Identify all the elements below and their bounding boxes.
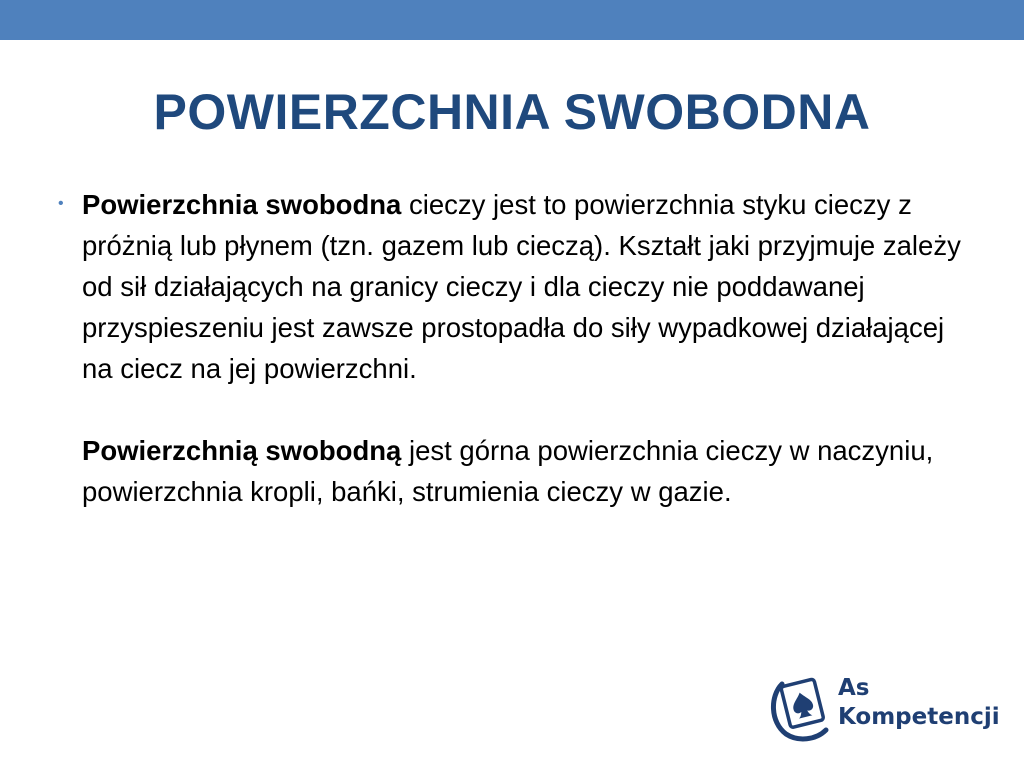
as-kompetencji-logo bbox=[768, 670, 998, 746]
slide-title: POWIERZCHNIA SWOBODNA bbox=[153, 84, 871, 140]
bullet-icon: • bbox=[58, 195, 64, 212]
logo-wordmark bbox=[838, 674, 1000, 732]
paragraph-examples bbox=[82, 430, 978, 512]
term-bold: Powierzchnia swobodna bbox=[82, 189, 402, 220]
definition-text: cieczy jest to powierzchnia styku cieczy z próżnią lub płynem (tzn. gazem lub cieczą). Kształt jaki przyjmuje zależy od sił działających na granicy cieczy i dla cieczy nie poddawanej przyspieszeniu jest zawsze prostopadła do siły wypadkowej działającej na ciecz na jej powierzchni. bbox=[82, 189, 961, 384]
paragraph-gap bbox=[82, 389, 978, 430]
logo-line-2: Kompetencji bbox=[838, 704, 1000, 730]
top-accent-bar bbox=[0, 0, 1024, 40]
examples-text: jest górna powierzchnia cieczy w naczyniu, powierzchnia kropli, bańki, strumienia cieczy w gazie. bbox=[82, 435, 934, 507]
paragraph-definition bbox=[82, 184, 978, 389]
spade-card-icon bbox=[768, 670, 834, 742]
term-bold-2: Powierzchnią swobodną bbox=[82, 435, 402, 466]
slide-content bbox=[58, 184, 978, 512]
bullet-item bbox=[58, 184, 978, 512]
logo-line-1: As bbox=[838, 675, 870, 701]
